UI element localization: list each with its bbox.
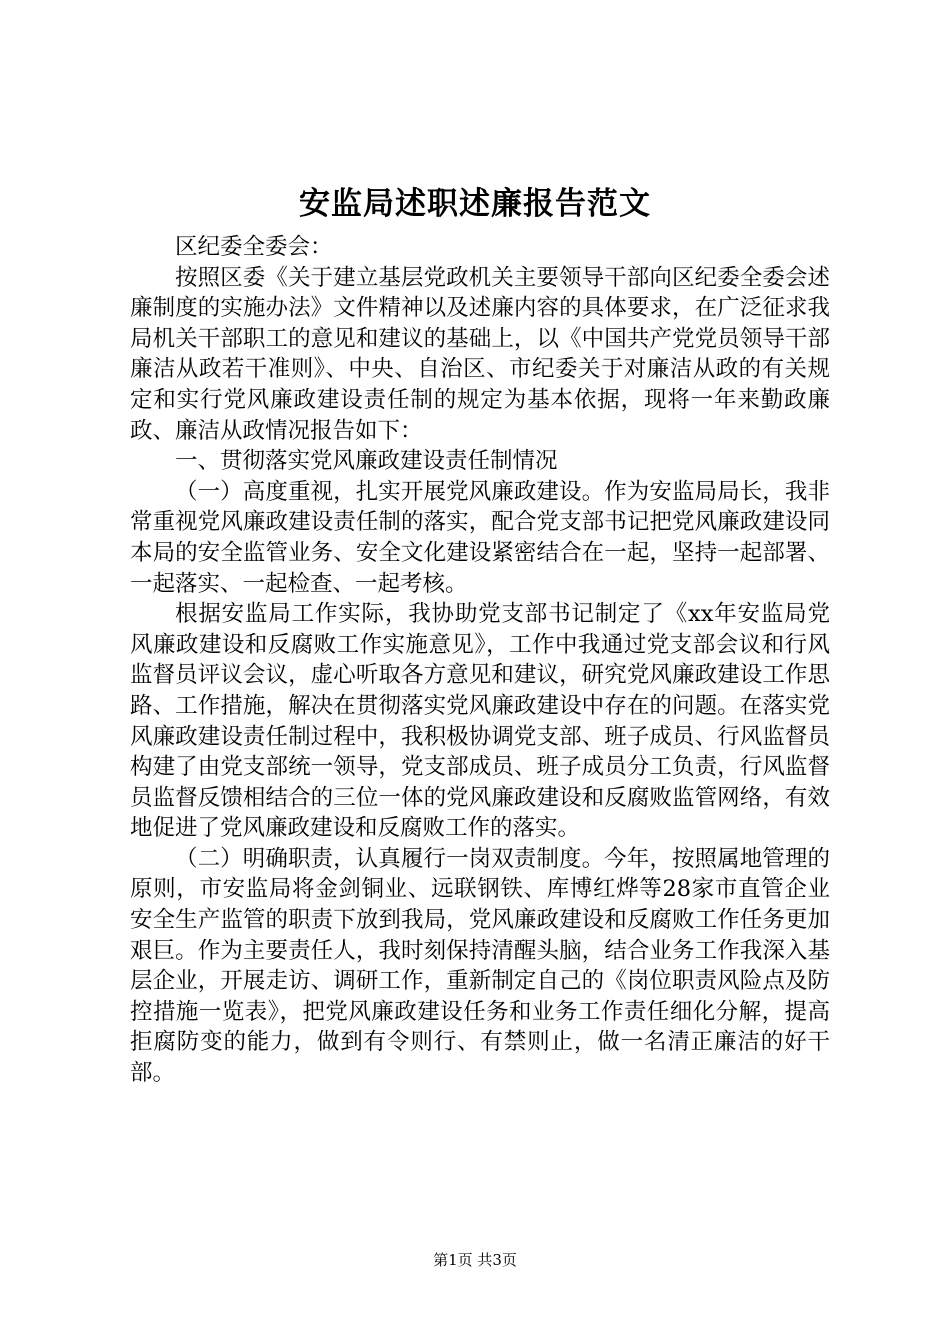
salutation: 区纪委全委会：	[175, 234, 333, 260]
section-heading: 一、贯彻落实党风廉政建设责任制情况	[175, 448, 558, 475]
body-paragraph: （二）明确职责，认真履行一岗双责制度。今年，按照属地管理的原则，市安监局将金剑铜业、远联钢铁、库博红烨等28家市直管企业安全生产监管的职责下放到我局，党风廉政建设和反腐败工作任务更加艰巨。作为主要责任人，我时刻保持清醒头脑，结合业务工作我深入基层企业，开展走访、调研工作，重新制定自己的《岗位职责风险点及防控措施一览表》，把党风廉政建设任务和业务工作责任细化分解，提高拒腐防变的能力，做到有令则行、有禁则止，做一名清正廉洁的好干部。	[130, 845, 830, 1087]
document-title: 安监局述职述廉报告范文	[299, 186, 651, 222]
document-body	[130, 232, 830, 1089]
body-paragraph: 根据安监局工作实际，我协助党支部书记制定了《xx年安监局党风廉政建设和反腐败工作实施意见》，工作中我通过党支部会议和行风监督员评议会议，虚心听取各方意见和建议，研究党风廉政建设工作思路、工作措施，解决在贯彻落实党风廉政建设中存在的问题。在落实党风廉政建设责任制过程中，我积极协调党支部、班子成员、行风监督员构建了由党支部统一领导，党支部成员、班子成员分工负责，行风监督员监督反馈相结合的三位一体的党风廉政建设和反腐败监管网络，有效地促进了党风廉政建设和反腐败工作的落实。	[130, 601, 830, 842]
page-footer: 第1页 共3页	[433, 1251, 517, 1269]
intro-paragraph: 按照区委《关于建立基层党政机关主要领导干部向区纪委全委会述廉制度的实施办法》文件精神以及述廉内容的具体要求，在广泛征求我局机关干部职工的意见和建议的基础上，以《中国共产党党员领导干部廉洁从政若干准则》、中央、自治区、市纪委关于对廉洁从政的有关规定和实行党风廉政建设责任制的规定为基本依据，现将一年来勤政廉政、廉洁从政情况报告如下：	[130, 264, 830, 444]
body-paragraph: （一）高度重视，扎实开展党风廉政建设。作为安监局局长，我非常重视党风廉政建设责任制的落实，配合党支部书记把党风廉政建设同本局的安全监管业务、安全文化建设紧密结合在一起，坚持一起部署、一起落实、一起检查、一起考核。	[130, 478, 830, 597]
